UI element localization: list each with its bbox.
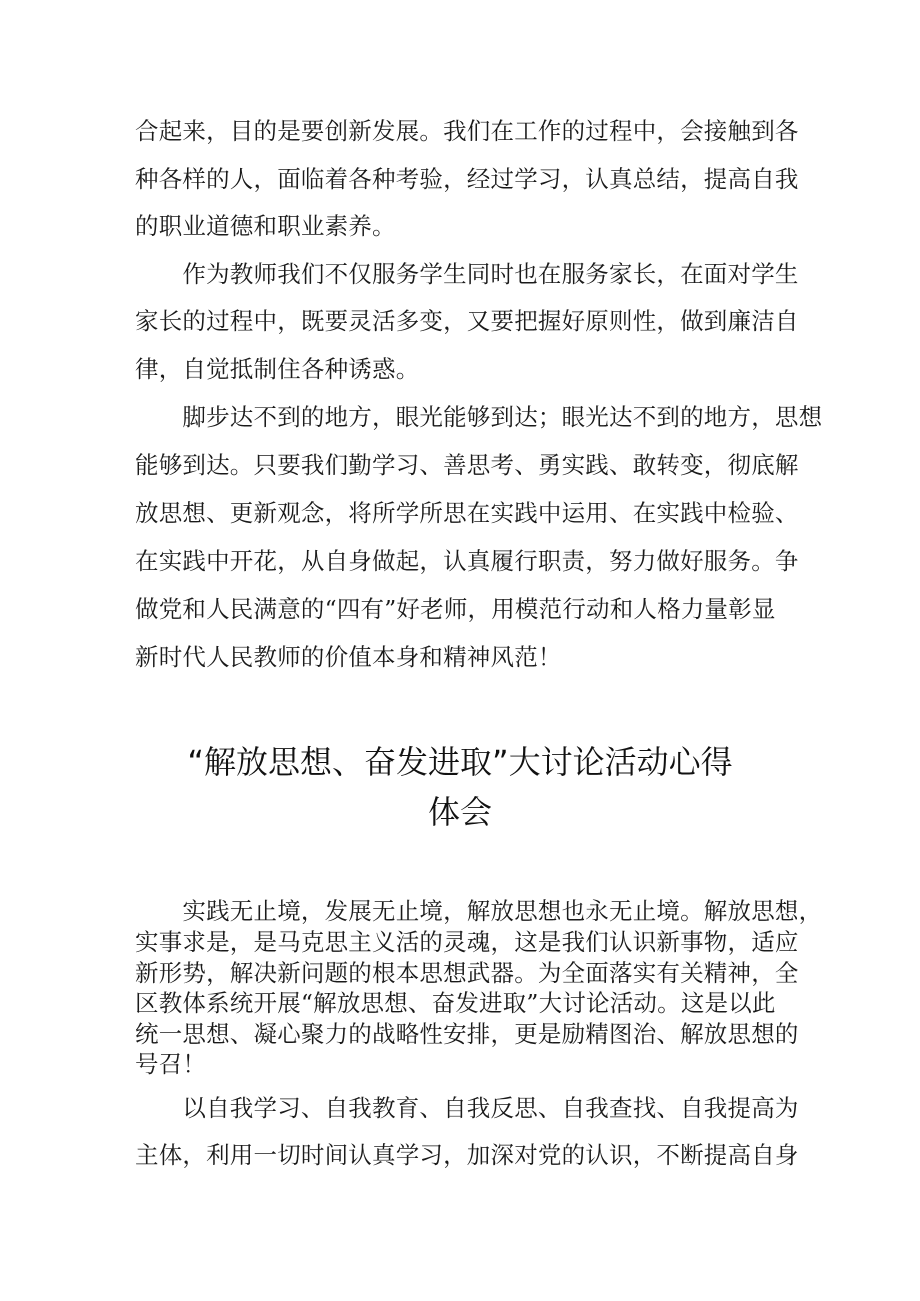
text-line: 实事求是，是马克思主义活的灵魂，这是我们认识新事物，适应 bbox=[135, 928, 799, 956]
text-line: 做党和人民满意的“四有”好老师，用模范行动和人格力量彰显 bbox=[135, 595, 776, 623]
article-title-line-1: “解放思想、奋发进取”大讨论活动心得 bbox=[187, 743, 733, 781]
text-line: 的职业道德和职业素养。 bbox=[135, 212, 396, 240]
text-line: 家长的过程中，既要灵活多变，又要把握好原则性，做到廉洁自 bbox=[135, 307, 799, 335]
text-line: 统一思想、凝心聚力的战略性安排，更是励精图治、解放思想的 bbox=[135, 1020, 799, 1048]
text-line: 实践无止境，发展无止境，解放思想也永无止境。解放思想， bbox=[135, 897, 823, 925]
text-line: 放思想、更新观念，将所学所思在实践中运用、在实践中检验、 bbox=[135, 499, 799, 527]
text-line: 新时代人民教师的价值本身和精神风范！ bbox=[135, 643, 562, 671]
text-line: 律，自觉抵制住各种诱惑。 bbox=[135, 355, 420, 383]
text-line: 主体，利用一切时间认真学习，加深对党的认识，不断提高自身 bbox=[135, 1141, 799, 1169]
text-line: 号召！ bbox=[135, 1050, 207, 1078]
text-line: 合起来，目的是要创新发展。我们在工作的过程中，会接触到各 bbox=[135, 117, 799, 145]
text-line: 区教体系统开展“解放思想、奋发进取”大讨论活动。这是以此 bbox=[135, 989, 776, 1017]
text-line: 以自我学习、自我教育、自我反思、自我查找、自我提高为 bbox=[135, 1094, 799, 1122]
article-title-line-2: 体会 bbox=[427, 793, 492, 831]
text-line: 新形势，解决新问题的根本思想武器。为全面落实有关精神，全 bbox=[135, 959, 799, 987]
text-line: 作为教师我们不仅服务学生同时也在服务家长，在面对学生 bbox=[135, 260, 799, 288]
text-line: 脚步达不到的地方，眼光能够到达；眼光达不到的地方，思想 bbox=[135, 403, 823, 431]
text-line: 在实践中开花，从自身做起，认真履行职责，努力做好服务。争 bbox=[135, 547, 799, 575]
text-line: 能够到达。只要我们勤学习、善思考、勇实践、敢转变，彻底解 bbox=[135, 451, 799, 479]
text-line: 种各样的人，面临着各种考验，经过学习，认真总结，提高自我 bbox=[135, 165, 799, 193]
